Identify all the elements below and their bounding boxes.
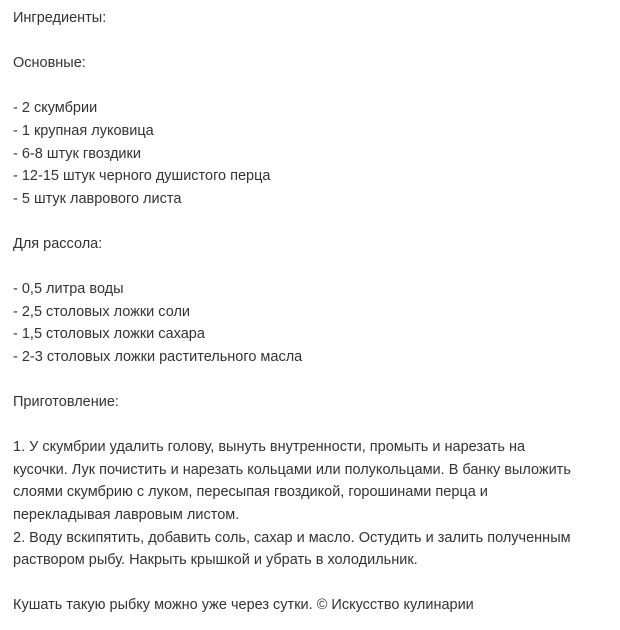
spacer	[13, 256, 620, 279]
preparation-heading: Приготовление:	[13, 394, 119, 411]
spacer	[13, 414, 620, 437]
preparation-line: раствором рыбу. Накрыть крышкой и убрать в холодильник.	[13, 552, 418, 569]
preparation-line: слоями скумбрию с луком, пересыпая гвоздикой, горошинами перца и	[13, 484, 488, 501]
brine-heading: Для рассола:	[13, 235, 103, 252]
preparation-line: 1. У скумбрии удалить голову, вынуть внутренности, промыть и нарезать на	[13, 439, 526, 456]
main-ingredient-item: - 2 скумбрии	[13, 100, 98, 117]
spacer	[13, 369, 620, 392]
brine-item: - 0,5 литра воды	[13, 281, 124, 298]
preparation-line: 2. Воду вскипятить, добавить соль, сахар и масло. Остудить и залить полученным	[13, 529, 571, 546]
preparation-line: перекладывая лавровым листом.	[13, 507, 240, 524]
closing-line: Кушать такую рыбку можно уже через сутки. © Искусство кулинарии	[13, 597, 474, 614]
brine-item: - 1,5 столовых ложки сахара	[13, 326, 205, 343]
main-ingredient-item: - 6-8 штук гвоздики	[13, 145, 141, 162]
brine-item: - 2-3 столовых ложки растительного масла	[13, 348, 303, 365]
preparation-line: кусочки. Лук почистить и нарезать кольцами или полукольцами. В банку выложить	[13, 461, 571, 478]
spacer	[13, 210, 620, 233]
spacer	[13, 572, 620, 595]
brine-item: - 2,5 столовых ложки соли	[13, 303, 191, 320]
main-ingredient-item: - 5 штук лаврового листа	[13, 190, 182, 207]
main-ingredients-heading: Основные:	[13, 55, 86, 72]
spacer	[13, 30, 620, 53]
spacer	[13, 75, 620, 98]
ingredients-heading: Ингредиенты:	[13, 10, 107, 26]
main-ingredient-item: - 1 крупная луковица	[13, 122, 154, 139]
main-ingredient-item: - 12-15 штук черного душистого перца	[13, 168, 271, 185]
